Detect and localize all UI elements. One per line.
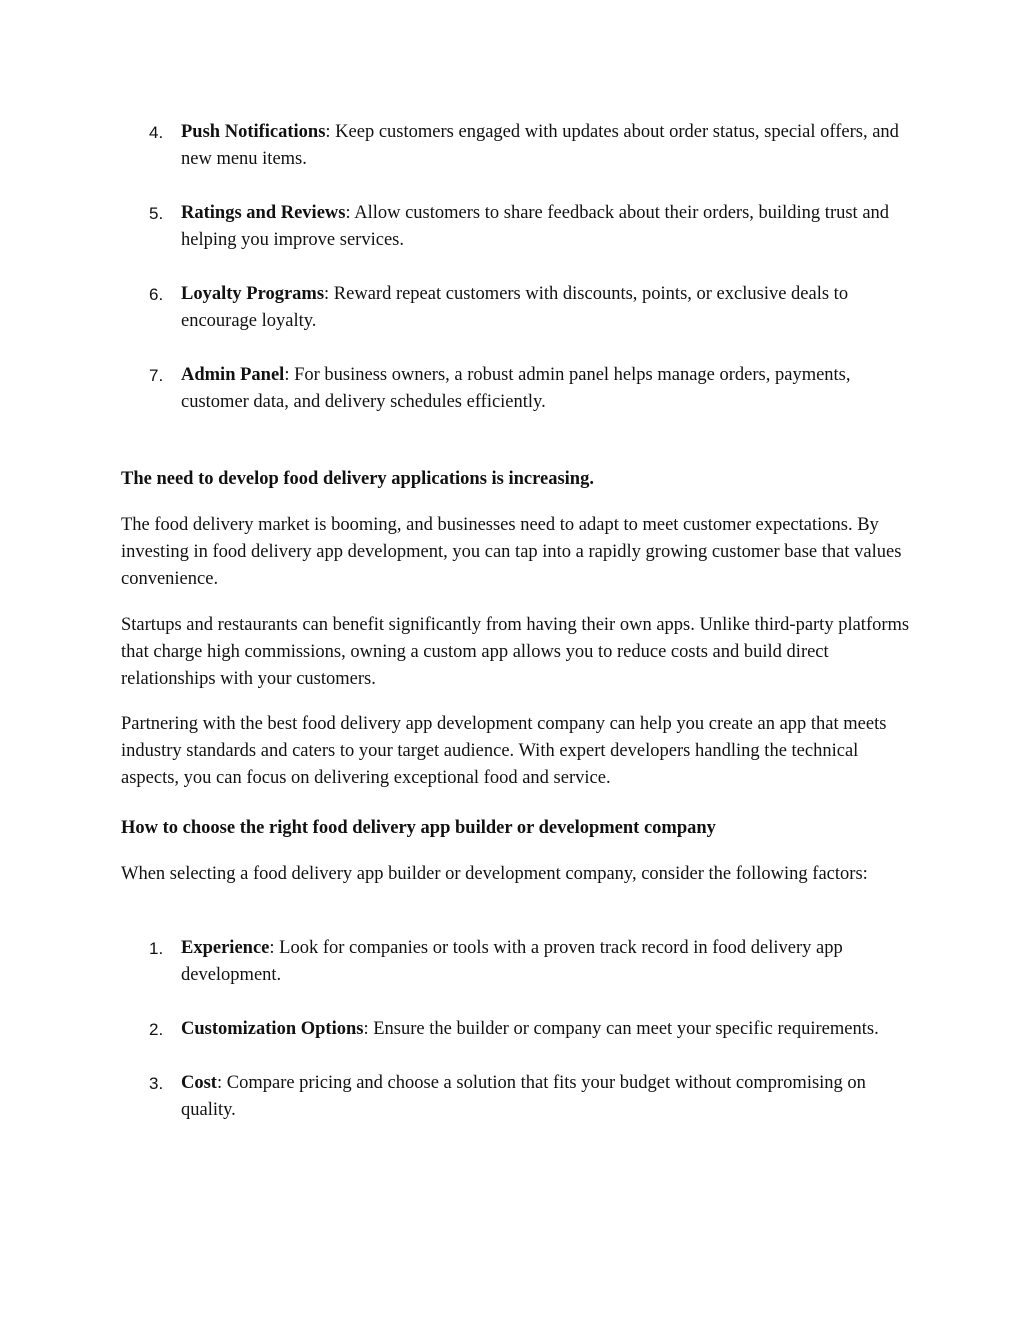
list-item [121, 1070, 911, 1124]
list-number: 4. [149, 123, 164, 142]
section-heading-need: The need to develop food delivery applications is increasing. [121, 469, 594, 489]
list-term: Cost [181, 1073, 217, 1093]
list-number: 1. [149, 939, 164, 958]
list-number: 3. [149, 1074, 164, 1093]
paragraph: The food delivery market is booming, and businesses need to adapt to meet customer expectations. By investing in food delivery app development, you can tap into a rapidly growing customer base that values convenience. [121, 515, 902, 589]
list-term: Customization Options [181, 1019, 364, 1039]
list-number: 6. [149, 285, 164, 304]
list-term: Admin Panel [181, 365, 285, 385]
list-item [121, 119, 911, 173]
factors-list [121, 935, 911, 1124]
list-number: 5. [149, 204, 164, 223]
list-text: : Allow customers to share feedback about their orders, building trust and helping you improve services. [181, 203, 890, 250]
list-number: 2. [149, 1020, 164, 1039]
list-text: : Ensure the builder or company can meet your specific requirements. [363, 1019, 879, 1039]
list-item [121, 281, 911, 335]
list-text: : Reward repeat customers with discounts, points, or exclusive deals to encourage loyalty. [181, 284, 849, 331]
list-text: : Keep customers engaged with updates about order status, special offers, and new menu items. [181, 122, 899, 169]
list-text: : Compare pricing and choose a solution that fits your budget without compromising on quality. [181, 1073, 866, 1120]
paragraph-intro: When selecting a food delivery app builder or development company, consider the following factors: [121, 864, 868, 884]
list-term: Loyalty Programs [181, 284, 325, 304]
list-item [121, 1016, 911, 1043]
list-item [121, 935, 911, 989]
list-number: 7. [149, 366, 164, 385]
list-term: Ratings and Reviews [181, 203, 346, 223]
list-text: : Look for companies or tools with a proven track record in food delivery app development. [181, 938, 843, 985]
list-text: : For business owners, a robust admin panel helps manage orders, payments, customer data, and delivery schedules efficiently. [181, 365, 851, 412]
list-term: Experience [181, 938, 270, 958]
list-term: Push Notifications [181, 122, 326, 142]
list-item [121, 362, 911, 416]
features-list-continued [121, 119, 911, 416]
paragraph: Partnering with the best food delivery app development company can help you create an app that meets industry standards and caters to your target audience. With expert developers handling the technical aspects, you can focus on delivering exceptional food and service. [121, 714, 887, 788]
paragraph: Startups and restaurants can benefit significantly from having their own apps. Unlike third-party platforms that charge high commissions, owning a custom app allows you to reduce costs and build direct relationships with your customers. [121, 615, 910, 689]
section-heading-choose: How to choose the right food delivery app builder or development company [121, 818, 716, 838]
list-item [121, 200, 911, 254]
